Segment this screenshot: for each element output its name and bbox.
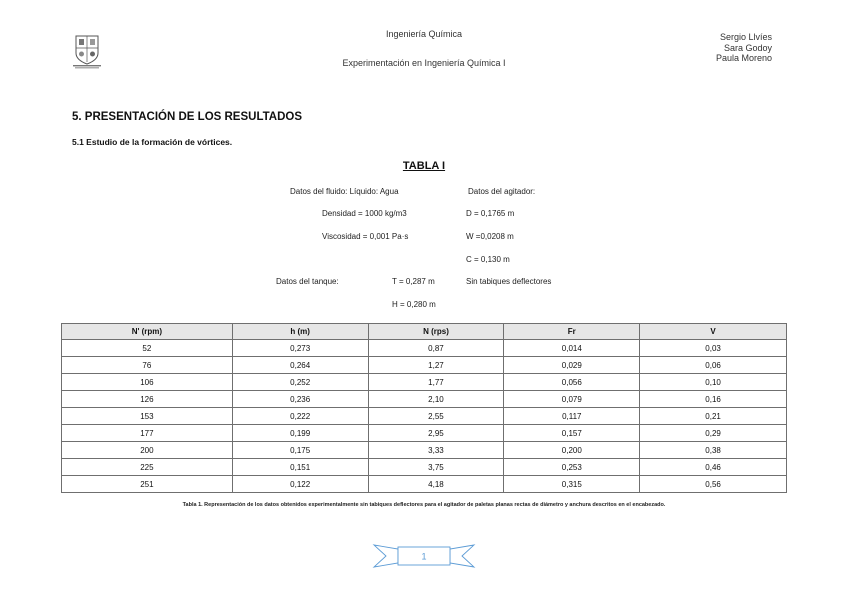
table-row (62, 476, 787, 493)
table-cell: 76 (62, 357, 233, 374)
fluid-label: Datos del fluido: Líquido: Agua (290, 187, 399, 196)
table-cell: 0,46 (640, 459, 787, 476)
agitator-label: Datos del agitador: (468, 187, 536, 196)
table-cell: 251 (62, 476, 233, 493)
table-cell: 0,056 (504, 374, 640, 391)
table-cell: 0,253 (504, 459, 640, 476)
table-cell: 153 (62, 408, 233, 425)
tank-label: Datos del tanque: (276, 277, 339, 286)
table-cell: 0,236 (232, 391, 368, 408)
table-cell: 0,014 (504, 340, 640, 357)
table-cell: 0,06 (640, 357, 787, 374)
viscosity-value: Viscosidad = 0,001 Pa·s (322, 232, 409, 241)
table-cell: 0,029 (504, 357, 640, 374)
header-course: Ingeniería Química (385, 29, 463, 39)
column-header: N (rps) (368, 324, 504, 340)
table-header-row (62, 324, 787, 340)
table-row (62, 408, 787, 425)
table-row (62, 340, 787, 357)
column-header: N' (rpm) (62, 324, 233, 340)
agitator-width: W =0,0208 m (466, 232, 514, 241)
header-authors (716, 32, 772, 64)
section-title: 5. PRESENTACIÓN DE LOS RESULTADOS (72, 111, 303, 123)
table-cell: 0,264 (232, 357, 368, 374)
table-cell: 0,151 (232, 459, 368, 476)
table-cell: 0,10 (640, 374, 787, 391)
table-cell: 0,157 (504, 425, 640, 442)
table-cell: 200 (62, 442, 233, 459)
agitator-clearance: C = 0,130 m (466, 255, 510, 264)
table-cell: 126 (62, 391, 233, 408)
table-cell: 0,273 (232, 340, 368, 357)
table-cell: 0,315 (504, 476, 640, 493)
table-cell: 0,122 (232, 476, 368, 493)
table-cell: 0,38 (640, 442, 787, 459)
author-name: Paula Moreno (715, 53, 772, 63)
table-cell: 52 (62, 340, 233, 357)
page-number: 1 (421, 551, 427, 562)
table-cell: 0,21 (640, 408, 787, 425)
results-table (61, 323, 787, 493)
table-cell: 1,27 (368, 357, 504, 374)
table-cell: 177 (62, 425, 233, 442)
table-row (62, 357, 787, 374)
table-row (62, 425, 787, 442)
table-row (62, 391, 787, 408)
table-caption: Tabla 1. Representación de los datos obtenidos experimentalmente sin tabiques deflectores para el agitador de paletas planas rectas de diámetro y anchura descritos en el encabezado. (182, 502, 666, 508)
author-name: Sara Godoy (723, 42, 772, 53)
table-cell: 0,03 (640, 340, 787, 357)
tank-diameter: T = 0,287 m (392, 277, 435, 286)
table-cell: 0,200 (504, 442, 640, 459)
agitator-diameter: D = 0,1765 m (466, 209, 515, 218)
section-subtitle: 5.1 Estudio de la formación de vórtices. (72, 137, 233, 147)
author-name: Sergio Llvíes (719, 32, 772, 42)
table-cell: 3,33 (368, 442, 504, 459)
column-header: V (640, 324, 787, 340)
table-cell: 225 (62, 459, 233, 476)
table-cell: 106 (62, 374, 233, 391)
table-cell: 0,87 (368, 340, 504, 357)
table-cell: 3,75 (368, 459, 504, 476)
table-cell: 1,77 (368, 374, 504, 391)
tank-height: H = 0,280 m (392, 300, 436, 309)
table-cell: 0,117 (504, 408, 640, 425)
baffles-note: Sin tabiques deflectores (466, 277, 552, 286)
header-subject: Experimentación en Ingeniería Química I (342, 58, 506, 68)
table-cell: 2,55 (368, 408, 504, 425)
table-cell: 0,29 (640, 425, 787, 442)
table-cell: 0,222 (232, 408, 368, 425)
column-header: h (m) (232, 324, 368, 340)
table-row (62, 442, 787, 459)
page-number-ribbon (372, 541, 476, 571)
table-cell: 0,079 (504, 391, 640, 408)
density-value: Densidad = 1000 kg/m3 (322, 209, 407, 218)
table-cell: 0,56 (640, 476, 787, 493)
table-cell: 0,252 (232, 374, 368, 391)
table-row (62, 374, 787, 391)
table-cell: 2,95 (368, 425, 504, 442)
table-cell: 2,10 (368, 391, 504, 408)
table-cell: 0,199 (232, 425, 368, 442)
table-row (62, 459, 787, 476)
table-cell: 0,16 (640, 391, 787, 408)
table-title: TABLA I (402, 160, 446, 172)
column-header: Fr (504, 324, 640, 340)
table-cell: 4,18 (368, 476, 504, 493)
table-cell: 0,175 (232, 442, 368, 459)
